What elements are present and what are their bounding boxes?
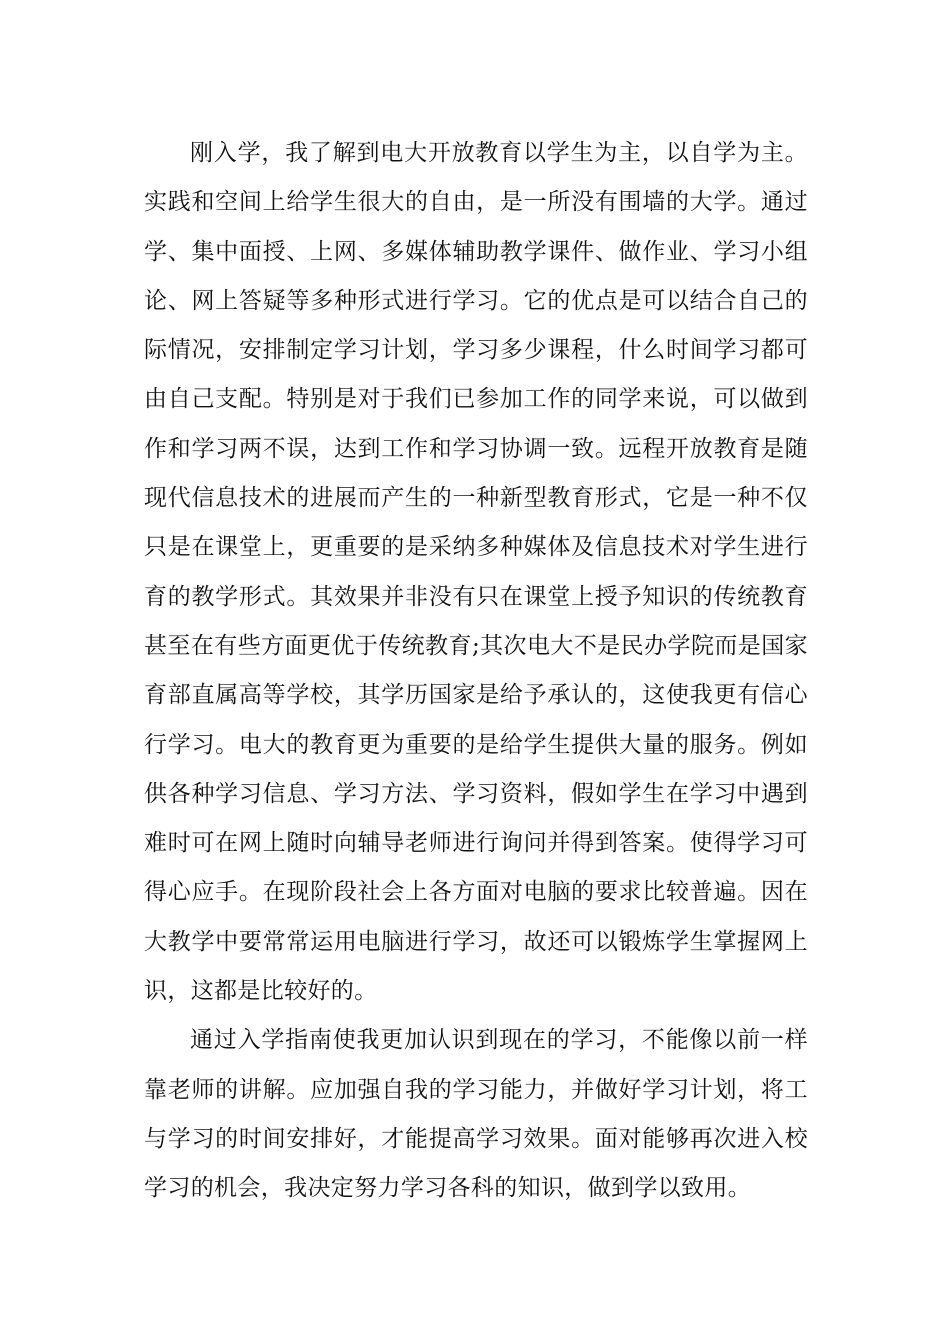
- paragraph-line: 实践和空间上给学生很大的自由，是一所没有围墙的大学。通过: [144, 189, 808, 216]
- paragraph-line: 甚至在有些方面更优于传统教育;其次电大不是民办学院而是国家: [144, 632, 808, 659]
- paragraph-line: 供各种学习信息、学习方法、学习资料，假如学生在学习中遇到: [144, 780, 808, 807]
- paragraph-line: 靠老师的讲解。应加强自我的学习能力，并做好学习计划，将工: [144, 1076, 808, 1103]
- paragraph-line: 现代信息技术的进展而产生的一种新型教育形式，它是一种不仅: [144, 485, 808, 512]
- paragraph-line: 刚入学，我了解到电大开放教育以学生为主，以自学为主。: [190, 140, 808, 166]
- paragraph-line: 通过入学指南使我更加认识到现在的学习，不能像以前一样: [190, 1027, 808, 1054]
- paragraph-1: [144, 129, 808, 1016]
- paragraph-line: 只是在课堂上，更重要的是采纳多种媒体及信息技术对学生进行: [144, 534, 808, 561]
- paragraph-line: 大教学中要常常运用电脑进行学习，故还可以锻炼学生掌握网上: [144, 928, 808, 955]
- paragraph-line: 行学习。电大的教育更为重要的是给学生提供大量的服务。例如: [144, 731, 808, 758]
- paragraph-line: 得心应手。在现阶段社会上各方面对电脑的要求比较普遍。因在: [144, 879, 808, 906]
- paragraph-line: 育的教学形式。其效果并非没有只在课堂上授予知识的传统教育: [144, 583, 808, 610]
- paragraph-line: 识，这都是比较好的。: [144, 978, 378, 1005]
- paragraph-line: 由自己支配。特别是对于我们已参加工作的同学来说，可以做到: [144, 386, 808, 413]
- paragraph-line: 作和学习两不误，达到工作和学习协调一致。远程开放教育是随: [144, 435, 808, 462]
- paragraph-line: 与学习的时间安排好，才能提高学习效果。面对能够再次进入校: [144, 1125, 808, 1152]
- paragraph-line: 学、集中面授、上网、多媒体辅助教学课件、做作业、学习小组: [144, 238, 808, 265]
- paragraph-line: 育部直属高等学校，其学历国家是给予承认的，这使我更有信心: [144, 682, 808, 709]
- document-body: [144, 129, 808, 1214]
- paragraph-2: [144, 1016, 808, 1213]
- paragraph-line: 际情况，安排制定学习计划，学习多少课程，什么时间学习都可: [144, 337, 808, 364]
- paragraph-line: 学习的机会，我决定努力学习各科的知识，做到学以致用。: [144, 1175, 752, 1202]
- paragraph-line: 难时可在网上随时向辅导老师进行询问并得到答案。使得学习可: [144, 830, 808, 857]
- paragraph-line: 论、网上答疑等多种形式进行学习。它的优点是可以结合自己的: [144, 287, 808, 314]
